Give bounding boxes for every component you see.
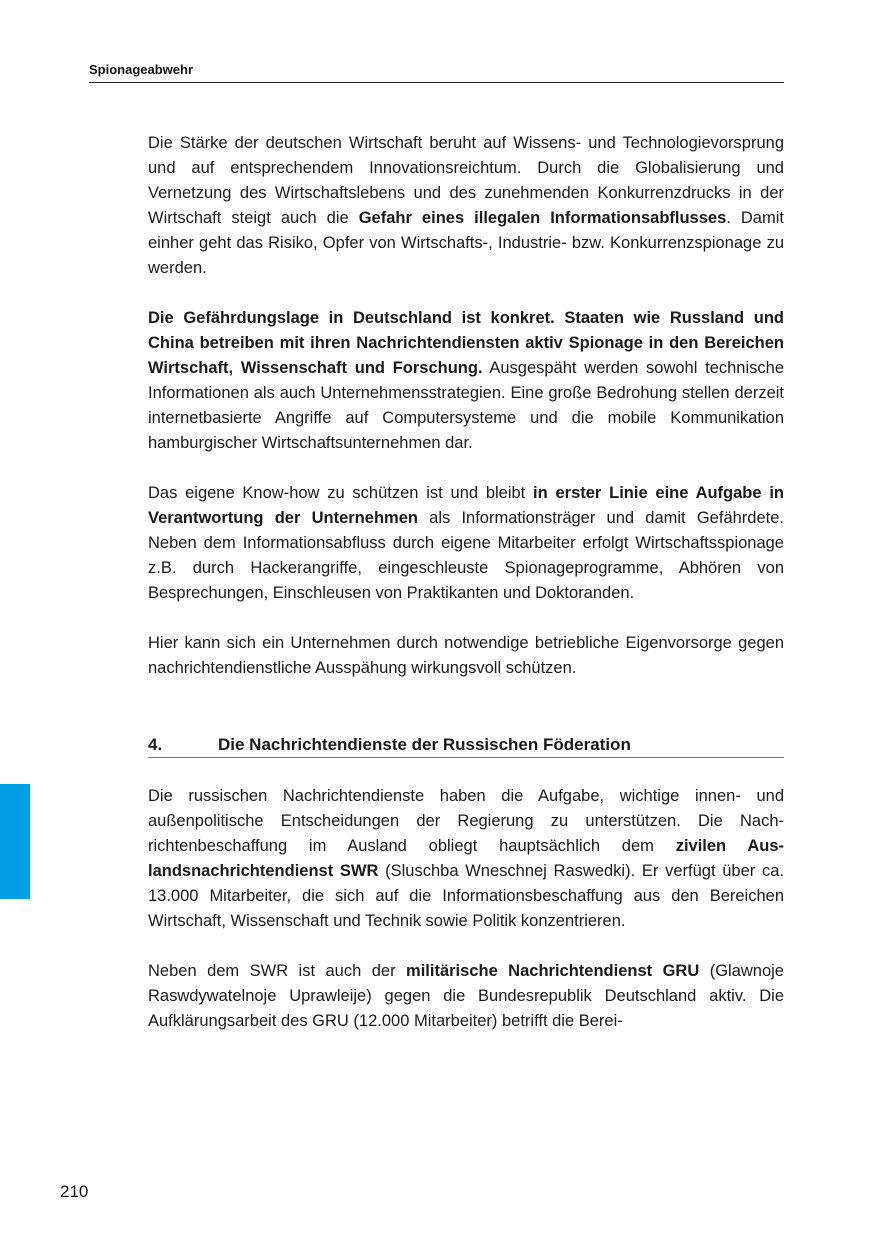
section-number: 4. (148, 735, 163, 754)
emphasis: militärische Nachrichtendienst GRU (406, 962, 700, 980)
paragraph-1: Die Stärke der deutschen Wirtschaft beruht auf Wissens- und Technologievorsprung und auf entsprechendem Innovationsreichtum. Durch die Globalisierung und Vernetzung des Wirtschaftslebens und des zunehmenden Konkurrenzdrucks in der Wirtschaft steigt auch die Gefahr eines illegalen Informationsabflusses. Damit einher geht das Risiko, Opfer von Wirtschafts-, Industrie- bzw. Konkurrenzspionage zu werden. (148, 134, 784, 277)
chapter-tab-marker (0, 784, 30, 899)
page-body (148, 131, 784, 1034)
emphasis: Die Gefährdungslage in Deutschland ist konkret. Staaten wie Russland und China betreiben mit ihren Nachrichtendiensten aktiv Spionage in den Bereichen Wirtschaft, Wissenschaft und Forschung. (148, 309, 784, 377)
paragraph-3: Das eigene Know-how zu schützen ist und bleibt in erster Linie eine Aufgabe in Verantwortung der Unternehmen als Informationsträger und damit Gefährdete. Neben dem Informationsabfluss durch eigene Mitarbeiter erfolgt Wirtschaftsspionage z.B. durch Hackerangriffe, eingeschleuste Spionageprogramme, Abhören von Besprechungen, Einschleusen von Praktikanten und Doktoranden. (148, 484, 784, 602)
section-heading (148, 732, 784, 758)
section-title: Die Nachrichtendienste der Russischen Föderation (218, 735, 631, 754)
running-header-title: Spionageabwehr (89, 62, 194, 77)
emphasis: in erster Linie eine Aufgabe in Verantwortung der Unternehmen (148, 484, 784, 527)
emphasis: zivilen Auslandsnachrichtendienst SWR (148, 837, 784, 880)
paragraph-2: Die Gefährdungslage in Deutschland ist konkret. Staaten wie Russland und China betreiben mit ihren Nachrichtendiensten aktiv Spionage in den Bereichen Wirtschaft, Wissenschaft und Forschung. Ausgespäht werden sowohl technische Informationen als auch Unternehmensstrategien. Eine große Bedrohung stellen derzeit internetbasierte Angriffe auf Computersysteme und die mobile Kommunikation hamburgischer Wirtschaftsunternehmen dar. (148, 309, 785, 452)
running-header (89, 60, 784, 83)
paragraph-5: Die russischen Nachrichtendienste haben die Aufgabe, wichtige innen- und außenpolitische Entscheidungen der Regierung zu unterstützen. Die Nachrichtenbeschaffung im Ausland obliegt hauptsächlich dem zivilen Auslandsnachrichtendienst SWR (Sluschba Wneschnej Raswedki). Er verfügt über ca. 13.000 Mitarbeiter, die sich auf die Informationsbeschaffung aus den Bereichen Wirtschaft, Wissenschaft und Technik sowie Politik konzentrieren. (148, 787, 784, 930)
paragraph-4: Hier kann sich ein Unternehmen durch notwendige betriebliche Eigenvorsorge gegen nachrichtendienstliche Ausspähung wirkungsvoll schützen. (148, 634, 784, 677)
emphasis: Gefahr eines illegalen Informationsabflusses (358, 209, 727, 227)
paragraph-6: Neben dem SWR ist auch der militärische Nachrichtendienst GRU (Glawnoje Raswdywatelnoje Uprawleije) gegen die Bundesrepublik Deutschland aktiv. Die Aufklärungsarbeit des GRU (12.000 Mitarbeiter) betrifft die Berei- (148, 962, 784, 1030)
page-number: 210 (60, 1182, 89, 1201)
